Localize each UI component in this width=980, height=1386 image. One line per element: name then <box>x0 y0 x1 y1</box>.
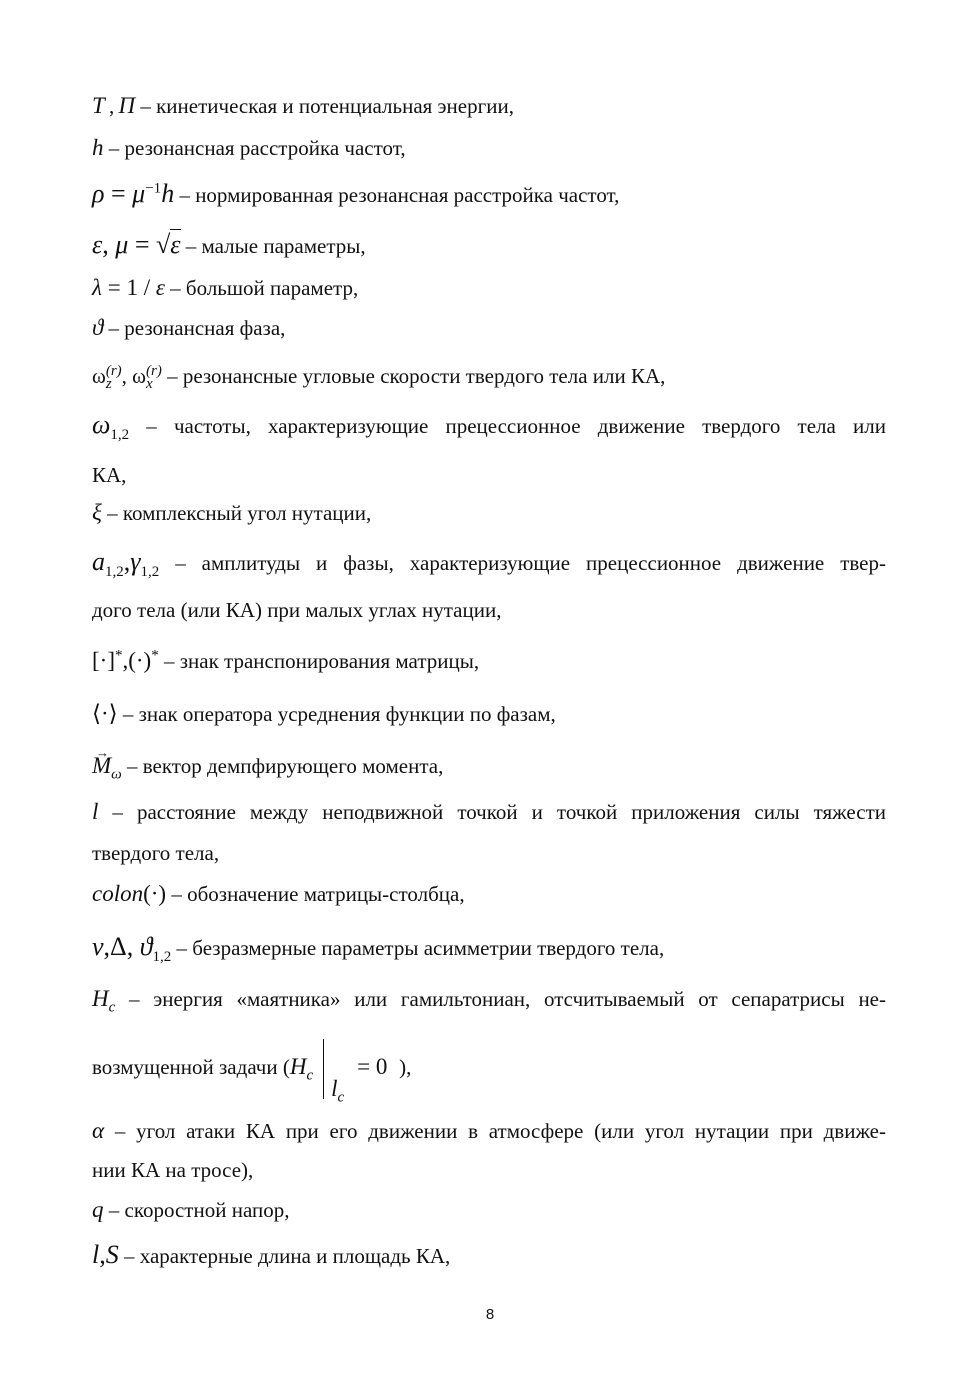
entry-continuation <box>92 1053 886 1106</box>
entry-text: – обозначение матрицы-столбца, <box>166 882 465 906</box>
entry-text: твердого тела, <box>92 841 220 865</box>
entry-text: – большой параметр, <box>164 276 359 300</box>
entry-text: – резонансная расстройка частот, <box>103 136 406 160</box>
entry-text: – энергия «маятника» или гамильтониан, отсчитываемый от сепаратрисы не- <box>115 987 886 1011</box>
math-omega-r: ω(r) z , ω(r) x <box>92 363 162 393</box>
entry-text: – нормированная резонансная расстройка частот, <box>174 183 620 207</box>
entry-continuation <box>92 1156 886 1184</box>
entry-angle-of-attack <box>92 1117 886 1145</box>
entry-resonant-angular-velocities <box>92 362 886 391</box>
entry-text: возмущенной задачи ( <box>92 1055 290 1079</box>
math-colon: colon(·) <box>92 881 167 906</box>
math-omega12: $\omega_{1,2}$ <box>92 410 130 444</box>
math-l-S: l,S <box>92 1240 119 1269</box>
entry-text: – резонансная фаза, <box>103 316 286 340</box>
entry-text: – резонансные угловые скорости твердого тела или КА, <box>161 364 666 388</box>
entry-kinetic-potential-energy: T , Π – кинетическая и потенциальная энергии, <box>92 93 514 118</box>
entry-precession-frequencies <box>92 410 886 444</box>
entry-text: – комплексный угол нутации, <box>101 501 372 525</box>
entry-continuation <box>92 839 886 867</box>
entry-text: – частоты, характеризующие прецессионное движение твердого тела или <box>129 414 886 438</box>
entry-text: ), <box>399 1055 412 1079</box>
entry-text: – угол атаки КА при его движении в атмосфере (или угол нутации при движе- <box>104 1119 886 1143</box>
math-xi: ξ <box>92 500 102 525</box>
entry-resonance-phase <box>92 314 886 342</box>
entry-dynamic-pressure <box>92 1196 886 1224</box>
entry-averaging-operator <box>92 700 886 728</box>
math-theta: ϑ <box>92 315 104 340</box>
math-q: q <box>92 1197 104 1222</box>
entry-text: – знак транспонирования матрицы, <box>158 649 480 673</box>
math-angle-brackets: ⟨·⟩ <box>92 701 118 726</box>
math-epsilon-mu: ε, μ = √ε <box>92 230 181 259</box>
entry-damping-moment <box>92 752 886 783</box>
entry-text: – малые параметры, <box>180 234 366 258</box>
entry-text: – скоростной напор, <box>103 1198 290 1222</box>
entry-text: – вектор демпфирующего момента, <box>121 754 444 778</box>
math-a-gamma: $a_{1,2},\gamma_{1,2}$ <box>92 547 160 581</box>
entry-text: – кинетическая и потенциальная энергии, <box>135 94 514 118</box>
entry-continuation <box>92 461 886 489</box>
math-lambda: λ = 1 / ε <box>92 275 165 300</box>
entry-text: – расстояние между неподвижной точкой и точкой приложения силы тяжести <box>98 800 886 824</box>
entry-small-parameters <box>92 231 886 260</box>
math-nu-delta-theta: ν,Δ, $ϑ_{1,2}$ <box>92 932 172 966</box>
math-T-Pi: T <box>92 93 105 118</box>
entry-large-parameter <box>92 274 886 302</box>
math-l: l <box>92 799 99 824</box>
entry-asymmetry-parameters <box>92 932 886 966</box>
entry-text: дого тела (или КА) при малых углах нутации, <box>92 598 502 622</box>
entry-text: – безразмерные параметры асимметрии твердого тела, <box>171 936 665 960</box>
entry-text: нии КА на тросе), <box>92 1158 254 1182</box>
entry-normalized-detuning <box>92 180 886 209</box>
entry-length-area <box>92 1241 886 1270</box>
math-rho: $\rho = \mu^{-1}h$ <box>92 179 175 208</box>
entry-pendulum-energy <box>92 985 886 1016</box>
math-h: h <box>92 135 104 160</box>
math-alpha: α <box>92 1118 105 1143</box>
entry-text: КА, <box>92 463 127 487</box>
math-Hc-evaluated: $H_c$ $l_c$ = 0 <box>290 1054 399 1079</box>
math-transpose: [·]*,(·)* <box>92 647 159 673</box>
entry-text: – характерные длина и площадь КА, <box>118 1244 451 1268</box>
entry-complex-nutation-angle <box>92 499 886 527</box>
entry-amplitudes-phases <box>92 547 886 581</box>
math-M-omega: → $M_\omega$ <box>92 753 122 778</box>
entry-transpose <box>92 647 886 675</box>
entry-text: – знак оператора усреднения функции по фазам, <box>117 702 556 726</box>
entry-continuation <box>92 596 886 624</box>
entry-resonance-detuning <box>92 134 886 162</box>
entry-distance-l <box>92 798 886 826</box>
entry-column-matrix <box>92 880 886 908</box>
math-Hc: $H_c$ <box>92 986 116 1016</box>
entry-text: – амплитуды и фазы, характеризующие прецессионное движение твер- <box>159 551 886 575</box>
page-number: 8 <box>485 1306 495 1323</box>
